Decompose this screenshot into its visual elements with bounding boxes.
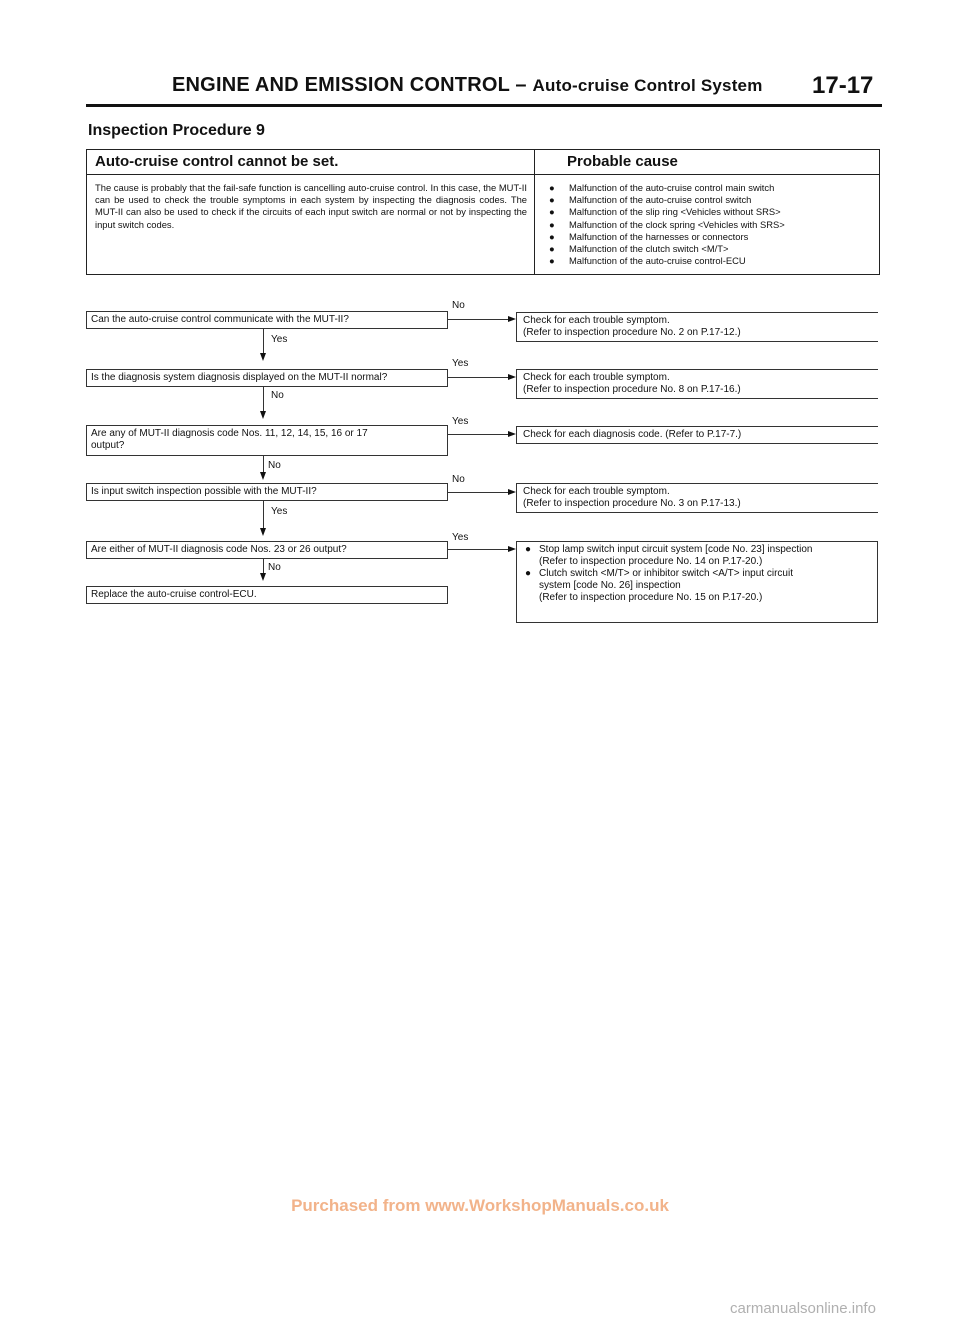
arrow-right-icon: [508, 316, 516, 322]
symptom-heading: Auto-cruise control cannot be set.: [95, 153, 339, 170]
arrow-down-icon: [260, 573, 266, 581]
result-item: ● Clutch switch <M/T> or inhibitor switch <A/T> input circuit system [code No. 26] inspection (Refer to inspection procedure No. 15 on P.17-20.): [525, 568, 793, 603]
arrow-down-icon: [260, 411, 266, 419]
header-rule: [86, 104, 882, 107]
connector-line: [263, 501, 264, 528]
footer-source: carmanualsonline.info: [730, 1300, 876, 1317]
cause-item: ● Malfunction of the clutch switch <M/T>: [549, 243, 729, 255]
result-list: [523, 544, 871, 604]
question-text: Can the auto-cruise control communicate with the MUT-II?: [91, 314, 349, 325]
result-item: ● Stop lamp switch input circuit system [code No. 23] inspection (Refer to inspection procedure No. 14 on P.17-20.): [525, 544, 813, 567]
continue-label: No: [268, 460, 281, 471]
question-box: [86, 425, 448, 456]
probable-cause-heading: Probable cause: [567, 153, 678, 170]
result-box: [516, 541, 878, 623]
bullet-icon: ●: [549, 243, 555, 255]
result-line: (Refer to inspection procedure No. 3 on P.17-13.): [523, 498, 741, 509]
connector-line: [263, 329, 264, 353]
procedure-title: Inspection Procedure 9: [88, 122, 265, 139]
cause-item: ● Malfunction of the auto-cruise control switch: [549, 194, 752, 206]
bullet-icon: ●: [549, 255, 555, 267]
connector-line: [448, 377, 508, 378]
question-box: [86, 369, 448, 387]
result-box: [516, 312, 878, 342]
cause-description: The cause is probably that the fail-safe function is cancelling auto-cruise control. In this case, the MUT-II can be used to check the trouble symptoms in each system by inspecting the diagnosis codes. The MUT-II can also be used to check if the circuits of each input switch are normal or not by inspecting the input switch codes.: [95, 182, 527, 230]
bullet-icon: ●: [525, 568, 532, 579]
result-line: (Refer to inspection procedure No. 2 on P.17-12.): [523, 327, 741, 338]
cause-item: ● Malfunction of the clock spring <Vehicles with SRS>: [549, 218, 785, 230]
bullet-icon: ●: [549, 230, 555, 242]
connector-line: [448, 434, 508, 435]
arrow-right-icon: [508, 431, 516, 437]
final-action-box: [86, 586, 448, 604]
question-text: Are either of MUT-II diagnosis code Nos. 23 or 26 output?: [91, 544, 347, 555]
branch-label: No: [452, 474, 465, 485]
section-header: [172, 74, 763, 97]
bullet-icon: ●: [549, 218, 555, 230]
section-subtitle: Auto-cruise Control System: [532, 76, 763, 95]
arrow-down-icon: [260, 472, 266, 480]
bullet-icon: ●: [525, 544, 532, 555]
question-box: [86, 541, 448, 559]
arrow-right-icon: [508, 546, 516, 552]
continue-label: Yes: [271, 506, 288, 517]
connector-line: [263, 456, 264, 472]
question-box: [86, 311, 448, 329]
arrow-down-icon: [260, 528, 266, 536]
result-box: [516, 369, 878, 399]
title-dash: –: [515, 74, 527, 96]
arrow-right-icon: [508, 489, 516, 495]
bullet-icon: ●: [549, 206, 555, 218]
cause-item: ● Malfunction of the auto-cruise control-ECU: [549, 255, 746, 267]
result-box: [516, 483, 878, 513]
result-line: Check for each trouble symptom.: [523, 315, 670, 326]
result-line: Check for each diagnosis code. (Refer to P.17-7.): [523, 429, 742, 440]
question-text: Is the diagnosis system diagnosis displayed on the MUT-II normal?: [91, 372, 388, 383]
connector-line: [448, 549, 508, 550]
result-line: (Refer to inspection procedure No. 8 on P.17-16.): [523, 384, 741, 395]
question-text: Is input switch inspection possible with the MUT-II?: [91, 486, 317, 497]
connector-line: [448, 319, 508, 320]
continue-label: No: [271, 390, 284, 401]
cause-item: ● Malfunction of the harnesses or connectors: [549, 230, 749, 242]
result-line: Check for each trouble symptom.: [523, 486, 670, 497]
watermark: Purchased from www.WorkshopManuals.co.uk: [291, 1196, 669, 1215]
result-line: Check for each trouble symptom.: [523, 372, 670, 383]
branch-label: Yes: [452, 416, 469, 427]
question-text: output?: [91, 440, 125, 451]
table-header-rule: [87, 174, 879, 175]
branch-label: No: [452, 300, 465, 311]
question-box: [86, 483, 448, 501]
branch-label: Yes: [452, 358, 469, 369]
bullet-icon: ●: [549, 194, 555, 206]
result-box: [516, 426, 878, 444]
cause-item: ● Malfunction of the auto-cruise control main switch: [549, 182, 775, 193]
arrow-down-icon: [260, 353, 266, 361]
page-number: 17-17: [812, 72, 874, 99]
bullet-icon: ●: [549, 182, 555, 193]
continue-label: No: [268, 562, 281, 573]
question-text: Are any of MUT-II diagnosis code Nos. 11, 12, 14, 15, 16 or 17: [91, 428, 368, 439]
branch-label: Yes: [452, 532, 469, 543]
connector-line: [448, 492, 508, 493]
probable-cause-list: [545, 182, 875, 267]
cause-table: [86, 149, 880, 275]
section-title: ENGINE AND EMISSION CONTROL: [172, 74, 510, 96]
connector-line: [263, 559, 264, 573]
table-column-divider: [534, 150, 535, 274]
cause-item: ● Malfunction of the slip ring <Vehicles without SRS>: [549, 206, 781, 218]
connector-line: [263, 387, 264, 411]
arrow-right-icon: [508, 374, 516, 380]
continue-label: Yes: [271, 334, 288, 345]
final-action-text: Replace the auto-cruise control-ECU.: [91, 589, 257, 600]
